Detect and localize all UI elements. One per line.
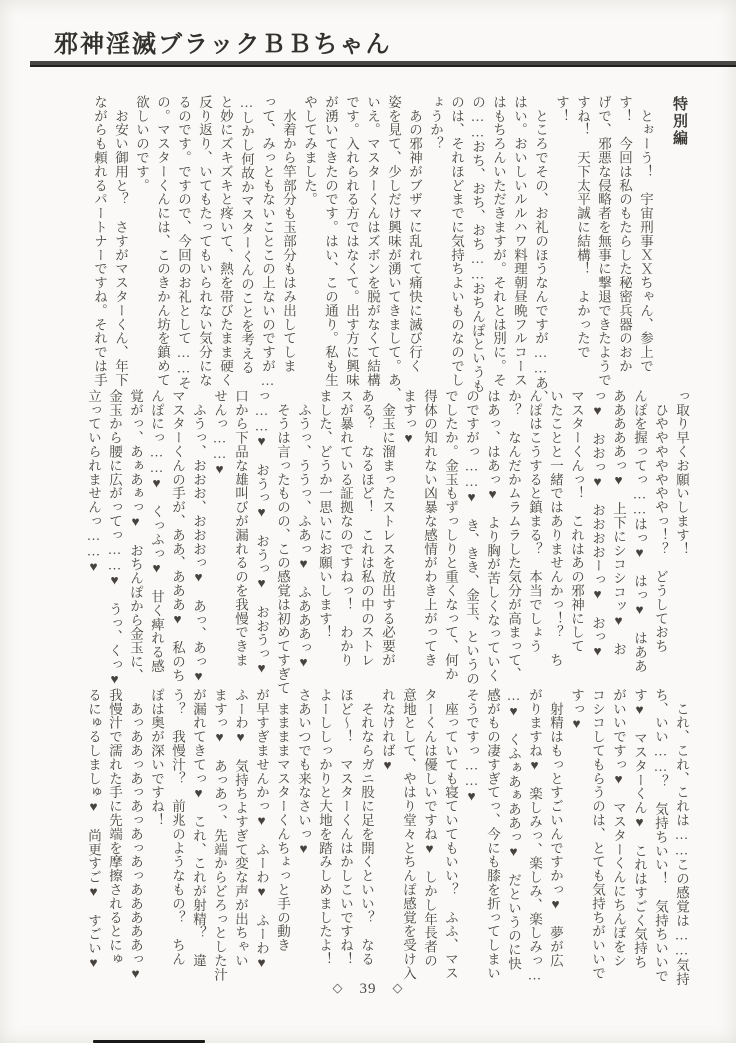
text-column: っ♥ おおっ♥ おおおおーっ♥ おっ♥: [590, 389, 605, 660]
text-column: ました、どうか一思いにお願いします！: [317, 389, 332, 640]
text-column: ふうっ、おおお、おおおっ♥ あっ、あっ♥: [191, 389, 206, 684]
text-column: スが暴れている証拠なのですねっ！ わかり: [338, 389, 353, 667]
text-column: す！: [554, 95, 569, 123]
text-column: ますっ♥: [401, 389, 416, 447]
text-column: 口から下品な雄叫びが漏れるのを我慢できま: [233, 389, 248, 667]
text-column: ところでその、お礼のほうなんですが……あ、: [533, 95, 548, 404]
text-column: のですがっ……♥ き、きき、金玉、というの: [464, 389, 479, 686]
text-column: がいいですっ♥ マスターくんにちんぽをシ: [611, 688, 626, 968]
text-column: 意地として、やはり堂々とちんぽ感覚を受け入: [401, 688, 416, 980]
text-column: でしたか。金玉もずっしりと重くなって、何か: [443, 389, 458, 681]
footer-diamond-left-icon: ◇: [332, 980, 344, 995]
text-column: ある？ なるほど！ これは私の中のストレ: [359, 389, 374, 667]
text-column: 水着から竿部分も玉部分もはみ出してしま: [281, 95, 296, 373]
text-column: か？ なんだかムラムラした気分が高まって、: [506, 389, 521, 681]
text-column: あの邪神がブザマに乱れて痛快に滅び行く: [407, 95, 422, 373]
text-column: あああああっ♥ 上下にシコシコッ♥ お: [611, 389, 626, 657]
text-column: お安い御用と？ さすがマスターくん、年下: [113, 95, 128, 387]
page-number: 39: [359, 981, 377, 997]
title-rule: [30, 61, 736, 67]
text-column: んぽはこうすると鎮まる？ 本当でしょう: [527, 389, 542, 654]
text-column: 姿を見て、少しだけ興味が湧いてきまして。あ、: [386, 95, 401, 401]
text-column: 立っていられませんっ……♥: [86, 389, 101, 575]
text-column: です。入れられる方ではなくて。出す方に興味: [344, 95, 359, 387]
text-column: いたことと一緒ではありませんかっ！？ ち: [548, 389, 563, 667]
text-block-2: [80, 389, 692, 695]
section-label: 特別編: [671, 96, 687, 147]
text-column: やしてみました。: [302, 95, 317, 207]
text-column: 得体の知れない凶暴な感情がわき上がってき: [422, 389, 437, 667]
text-column: ますっ♥ あっあっ、先端からどろっとした汁: [212, 688, 227, 982]
text-column: が漏れてきてっ♥ これ、これが射精？ 違: [191, 688, 206, 968]
text-column: す！ 今回は私のもたらした秘密兵器のおか: [617, 95, 632, 373]
text-column: ち、いい……？ 気持ちいい！ 気持ちいいで: [653, 688, 668, 983]
text-column: マスターくんの手が、ああ、あああ♥ 私のち: [170, 389, 185, 683]
text-column: ふうっ、ううっ、ふあっ♥ ふあああっ♥: [296, 389, 311, 670]
footer-diamond-right-icon: ◇: [392, 980, 404, 995]
text-block-1: [86, 95, 656, 404]
text-column: 反り返り、いてもたってもいられない気分にな: [197, 95, 212, 387]
text-column: マスターくんっ！ これはあの邪神にして: [569, 389, 584, 654]
text-column: はあっ、はあっ♥ より胸が苦しくなっていく: [485, 389, 500, 683]
text-column: のは、それほどまでに気持ちよいものなのでし: [449, 95, 464, 387]
text-column: と妙にズキズキと疼いて、熱を帯びたまま硬く: [218, 95, 233, 387]
text-column: そうは言ったものの、この感覚は初めてすぎて: [275, 389, 290, 695]
text-column: んぽにっ……♥ くっふっ♥ 甘く痺れる感: [149, 389, 164, 673]
text-column: それならガニ股に足を開くといい？ なる: [359, 688, 374, 966]
text-column: コシコしてもらうのは、とても気持ちがいいで: [590, 688, 605, 980]
page-title: 邪神淫滅ブラックＢＢちゃん: [54, 32, 392, 58]
text-column: がりますね♥ 楽しみっ、楽しみ、楽しみっ…: [527, 688, 542, 983]
text-column: れなければ♥: [380, 688, 395, 773]
text-column: …♥ くふぁあぁああっ♥ だというのに快: [506, 688, 521, 971]
text-column: …しかし何故かマスターくんのことを考える: [239, 95, 254, 375]
text-column: ふーわ♥ 気持ちよすぎて変な声が出ちゃい: [233, 688, 248, 968]
text-column: いえ。マスターくんはズボンを脱がなくて結構: [365, 95, 380, 387]
text-column: はもちろんいただきますが。それとは別に。そ: [491, 95, 506, 387]
text-column: ょうか？: [428, 95, 443, 151]
text-column: 射精はもっとすごいんですかっ♥ 夢が広: [548, 688, 563, 968]
text-column: とぉーう！ 宇宙刑事ＸＸちゃん、参上で: [638, 95, 653, 373]
text-column: ぽは奥が深いですね！: [149, 688, 164, 827]
text-column: ほど～！ マスターくんはかしこいですね！: [338, 688, 353, 966]
text-column: すね！ 天下太平誠に結構！ よかったで: [575, 95, 590, 360]
text-column: 欲しいのです。: [134, 95, 149, 193]
text-column: ながらも頼れるパートナーですね。それでは手: [92, 95, 107, 387]
text-column: さあいつでも来なさいっ♥: [296, 688, 311, 857]
text-column: っ取り早くお願いします！: [674, 389, 689, 556]
text-column: う？ 我慢汁？ 前兆のようなもの？ ちん: [170, 688, 185, 966]
text-column: はい。おいしいルルハワ料理朝昼晩フルコース: [512, 95, 527, 387]
text-column: せんっ……♥: [212, 389, 227, 477]
text-column: げで、邪悪な侵略者を無事に撃退できたようで: [596, 95, 611, 387]
text-column: るのです。ですので、今回のお礼として……そ: [176, 95, 191, 390]
text-column: 我慢汁で濡れた手に先端を摩擦されるとにゅ: [107, 688, 122, 966]
text-column: す♥ マスターくん♥ これはすごく気持ち: [632, 688, 647, 969]
text-column: これ、これ、これは……この感覚は……気持: [674, 688, 689, 986]
text-column: の……おち、おち、おち……おちんぽというも: [470, 95, 485, 393]
text-column: そうですっ……♥: [464, 688, 479, 804]
text-column: っ……♥ おうっ♥ おうっ♥ おおうっ♥: [254, 389, 269, 676]
text-column: んぽを握ってっ……はっ♥ はっ♥ はああ: [632, 389, 647, 673]
text-column: 感がもの凄すぎてっ、今にも膝を折ってしまい: [485, 688, 500, 980]
text-column: ターくんは優しいですね♥ しかし年長者の: [422, 688, 437, 968]
text-column: あっああっあっあっあっあっあああああっ♥: [128, 688, 143, 982]
text-column: 金玉に溜まったストレスを放出する必要が: [380, 389, 395, 667]
text-column: が早すぎませんかっ♥ ふーわ♥ ふーわ♥: [254, 688, 269, 971]
text-column: ままままマスターくんちょっと手の動き: [275, 688, 290, 953]
text-column: よーししっかりと大地を踏みしめましたよ！: [317, 688, 332, 966]
page-footer: [0, 981, 736, 998]
text-column: すっ♥: [569, 688, 584, 732]
text-column: 座っていても寝ていてもいい？ ふふ、マス: [443, 688, 458, 980]
text-column: の。マスターくんには、このきかん坊を鎮めて: [155, 95, 170, 387]
text-column: るにゅるしましゅ♥ 尚更すご♥ すごい♥: [86, 688, 101, 971]
text-column: 金玉から腰に広がってっ……♥ うっ、くっ♥: [107, 389, 122, 687]
text-column: って、みっともないことこの上ないのですが…: [260, 95, 275, 389]
text-column: ひやややややややっ！？ どうしておち: [653, 389, 668, 654]
text-block-3: [80, 688, 692, 986]
text-column: が湧いてきたのです。はい、この通り。私も生: [323, 95, 338, 387]
text-column: 覚がっ、あぁあぁっ♥ おちんぽから金玉に、: [128, 389, 143, 683]
